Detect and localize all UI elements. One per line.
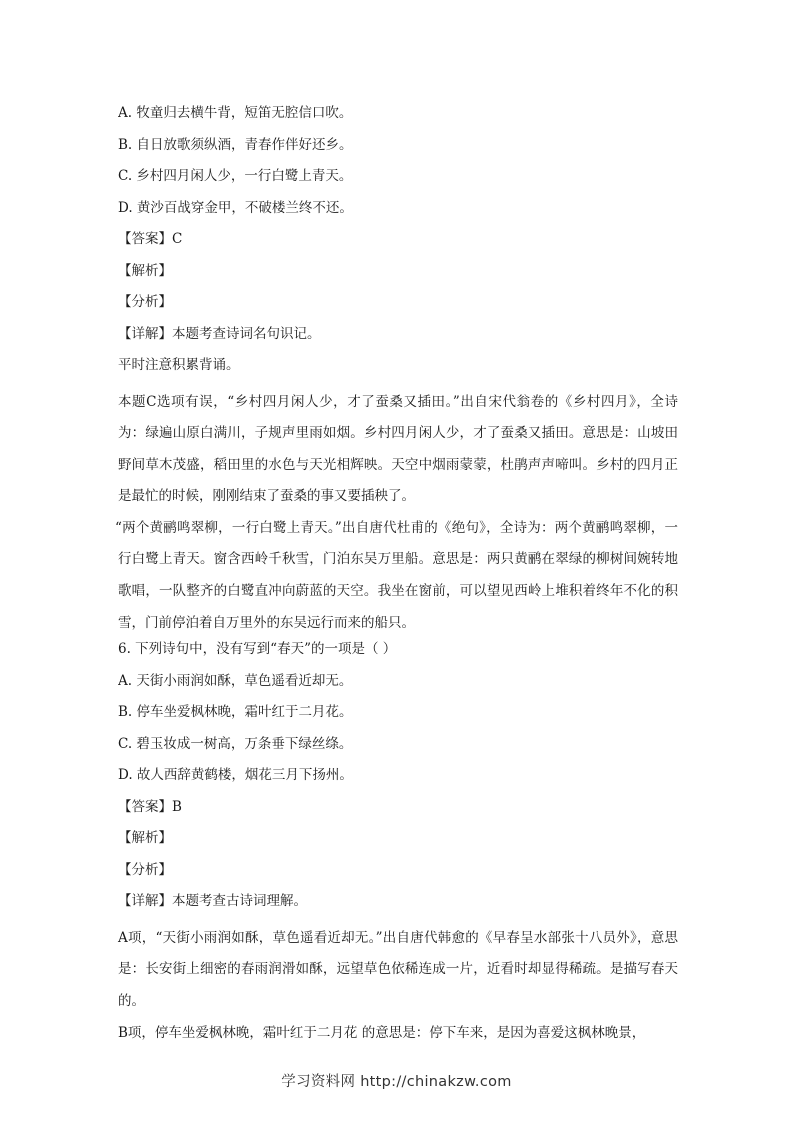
q6-detail: 【详解】本题考查古诗词理解。 (118, 893, 307, 910)
q6-fenxi-heading: 【分析】 (118, 861, 172, 878)
page-footer: 学习资料网 http://chinakzw.com (281, 1074, 512, 1090)
q6-explanation-b: B项，停车坐爱枫林晚，霜叶红于二月花 的意思是：停下车来，是因为喜爱这枫林晚景， (118, 1024, 646, 1041)
document-body (115, 103, 678, 1049)
q6-answer: 【答案】B (118, 798, 182, 815)
q5-fenxi-heading: 【分析】 (118, 294, 172, 310)
q5-option-a: A. 牧童归去横牛背，短笛无腔信口吹。 (118, 105, 353, 121)
q5-option-b: B. 自日放歌须纵酒，青春作伴好还乡。 (118, 136, 353, 153)
q5-option-c: C. 乡村四月闲人少，一行白鹭上青天。 (118, 168, 353, 184)
q5-option-d: D. 黄沙百战穿金甲，不破楼兰终不还。 (118, 199, 353, 216)
q5-analysis-heading: 【解析】 (118, 262, 172, 279)
q5-detail: 【详解】本题考查诗词名句识记。 (118, 325, 321, 342)
q6-explanation-a: A项，“天街小雨润如酥，草色遥看近却无。”出自唐代韩愈的《早春呈水部张十八员外》，意思是：长安街上细密的春雨润滑如酥，远望草色依稀连成一片，近看时却显得稀疏。是描写春天的。 (118, 929, 678, 1009)
q6-option-c: C. 碧玉妆成一树高，万条垂下绿丝绦。 (118, 735, 353, 752)
q5-answer: 【答案】C (118, 231, 183, 247)
q5-tip: 平时注意积累背诵。 (118, 357, 240, 373)
q6-option-d: D. 故人西辞黄鹤楼，烟花三月下扬州。 (118, 767, 353, 784)
q5-explanation-1: 本题C选项有误，“乡村四月闲人少，才了蚕桑又插田。”出自宋代翁卷的《乡村四月》，全诗为：绿遍山原白满川，子规声里雨如烟。乡村四月闲人少，才了蚕桑又插田。意思是：山坡田野间草木茂盛，稻田里的水色与天光相辉映。天空中烟雨蒙蒙，杜鹃声声啼叫。乡村的四月正是最忙的时候，刚刚结束了蚕桑的事又要插秧了。 (118, 393, 678, 505)
q5-explanation-2: “两个黄鹂鸣翠柳，一行白鹭上青天。”出自唐代杜甫的《绝句》，全诗为：两个黄鹂鸣翠柳，一行白鹭上青天。窗含西岭千秋雪，门泊东吴万里船。意思是：两只黄鹂在翠绿的柳树间婉转地歌唱，一队整齐的白鹭直冲向蔚蓝的天空。我坐在窗前，可以望见西岭上堆积着终年不化的积雪，门前停泊着自万里外的东吴远行而来的船只。 (115, 519, 678, 631)
q6-option-b: B. 停车坐爱枫林晚，霜叶红于二月花。 (118, 704, 353, 721)
q6-analysis-heading: 【解析】 (118, 830, 172, 847)
q6-option-a: A. 天街小雨润如酥，草色遥看近却无。 (118, 672, 353, 689)
q6-stem: 6. 下列诗句中，没有写到“春天”的一项是（ ） (118, 641, 397, 658)
